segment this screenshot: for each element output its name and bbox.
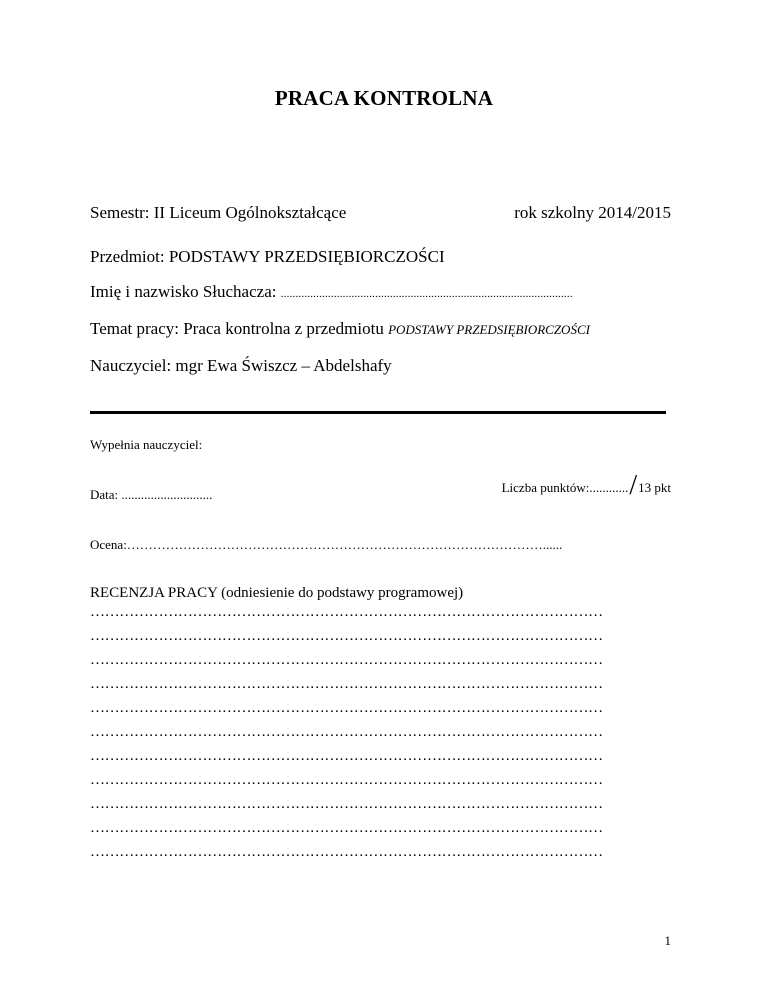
review-line: …………………………………………………………………………………………… [90,724,603,740]
page-number: 1 [664,933,671,948]
section-divider [90,411,666,414]
page-title: PRACA KONTROLNA [274,86,494,110]
review-line: …………………………………………………………………………………………… [90,700,603,716]
review-line: …………………………………………………………………………………………… [90,820,603,836]
date-field: Data: ............................ [90,487,213,502]
topic-subject: PODSTAWY PRZEDSIĘBIORCZOŚCI [388,322,590,337]
topic-label: Temat pracy: Praca kontrolna z przedmiotu [90,319,384,338]
points-label: Liczba punktów:............ [501,480,629,495]
review-line: …………………………………………………………………………………………… [90,748,603,764]
review-line: …………………………………………………………………………………………… [90,652,603,668]
topic-line [90,319,590,339]
points-slash: / [629,470,638,501]
student-name-field [90,282,573,302]
semester-text: Semestr: II Liceum Ogólnokształcące [90,203,347,222]
review-line: …………………………………………………………………………………………… [90,628,603,644]
student-name-dots: ................................................................................................... [280,288,573,300]
review-heading: RECENZJA PRACY (odniesienie do podstawy programowej) [90,585,464,601]
school-year-text: rok szkolny 2014/2015 [514,203,671,222]
teacher-text: Nauczyciel: mgr Ewa Świszcz – Abdelshafy [90,356,392,375]
review-line: …………………………………………………………………………………………… [90,604,603,620]
student-name-label: Imię i nazwisko Słuchacza: [90,282,277,301]
review-line: …………………………………………………………………………………………… [90,796,603,812]
points-max: 13 pkt [638,480,671,495]
teacher-fills-label: Wypełnia nauczyciel: [90,437,203,452]
grade-field: Ocena:……………………………………………………………………………………...... [90,537,563,552]
review-line: …………………………………………………………………………………………… [90,676,603,692]
points-field [502,470,671,502]
review-line: …………………………………………………………………………………………… [90,772,603,788]
review-line: …………………………………………………………………………………………… [90,844,603,860]
subject-text: Przedmiot: PODSTAWY PRZEDSIĘBIORCZOŚCI [90,247,445,266]
